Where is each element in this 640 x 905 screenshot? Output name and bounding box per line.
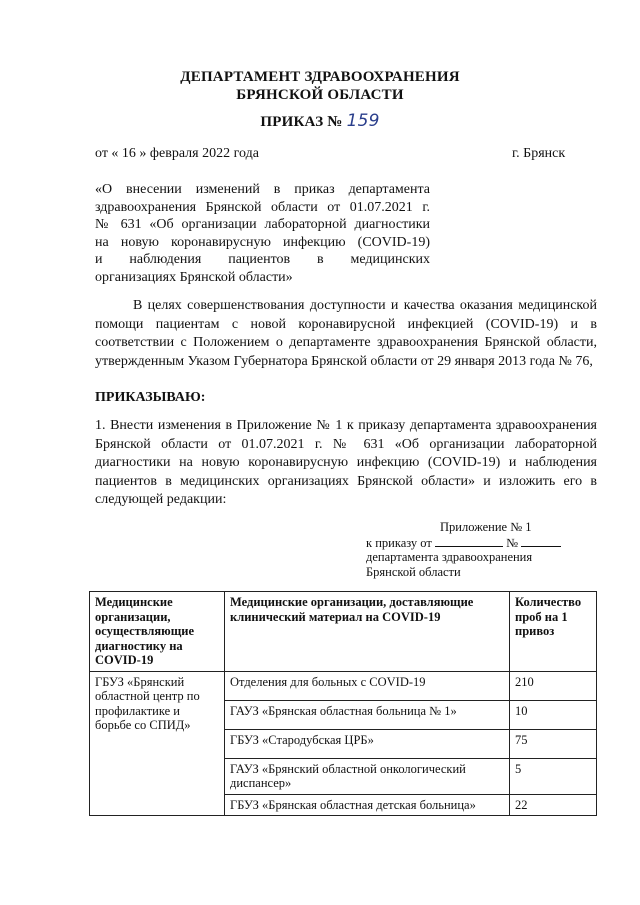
sample-count-cell: 10 bbox=[510, 700, 597, 729]
subject-line: здравоохранения Брянской области от 01.07.2021 г. bbox=[95, 199, 430, 215]
date-blank-line bbox=[435, 535, 503, 547]
appendix-order-ref bbox=[366, 535, 561, 551]
order-number-handwritten: 159 bbox=[346, 111, 380, 131]
order-label: ПРИКАЗ № bbox=[260, 114, 343, 130]
table-row bbox=[90, 671, 597, 700]
delivering-org-cell: Отделения для больных с COVID-19 bbox=[225, 671, 510, 700]
header-delivering-org: Медицинские организации, доставляющие клинический материал на COVID-19 bbox=[225, 592, 510, 672]
subject-line: организациях Брянской области» bbox=[95, 269, 293, 285]
appendix-ref-prefix: к приказу от bbox=[366, 536, 432, 550]
subject-line: № 631 «Об организации лабораторной диагностики bbox=[95, 217, 430, 232]
number-blank-line bbox=[521, 535, 561, 547]
delivering-org-cell: ГАУЗ «Брянский областной онкологический диспансер» bbox=[225, 758, 510, 794]
appendix-ref-number: № bbox=[506, 536, 519, 550]
order-word: ПРИКАЗЫВАЮ: bbox=[95, 390, 206, 405]
sample-count-cell: 22 bbox=[510, 794, 597, 816]
subject-line: на новую коронавирусную инфекцию (COVID-19) bbox=[95, 234, 430, 250]
header-sample-count: Количество проб на 1 привоз bbox=[510, 592, 597, 672]
sample-count-cell: 5 bbox=[510, 758, 597, 794]
delivering-org-cell: ГБУЗ «Брянская областная детская больница» bbox=[225, 794, 510, 816]
delivering-org-cell: ГАУЗ «Брянская областная больница № 1» bbox=[225, 700, 510, 729]
appendix-region: Брянской области bbox=[366, 565, 461, 579]
sample-count-cell: 210 bbox=[510, 671, 597, 700]
department-title: ДЕПАРТАМЕНТ ЗДРАВООХРАНЕНИЯ bbox=[180, 69, 460, 85]
order-subject bbox=[95, 181, 430, 286]
order-city: г. Брянск bbox=[512, 146, 566, 161]
lab-org-cell: ГБУЗ «Брянский областной центр по профилактике и борьбе со СПИД» bbox=[90, 671, 225, 816]
order-date: от « 16 » февраля 2022 года bbox=[95, 146, 259, 161]
distribution-table bbox=[89, 591, 597, 816]
appendix-title: Приложение № 1 bbox=[440, 520, 532, 534]
subject-line: «О внесении изменений в приказ департамента bbox=[95, 182, 430, 197]
delivering-org-cell: ГБУЗ «Стародубская ЦРБ» bbox=[225, 729, 510, 758]
table-header-row bbox=[90, 592, 597, 672]
subject-line: и наблюдения пациентов в медицинских bbox=[95, 252, 430, 267]
header-lab-org: Медицинские организации, осуществляющие диагностику на COVID-19 bbox=[90, 592, 225, 672]
sample-count-cell: 75 bbox=[510, 729, 597, 758]
order-title bbox=[0, 112, 640, 131]
item-1-paragraph: 1. Внести изменения в Приложение № 1 к приказу департамента здравоохранения Брянской области от 01.07.2021 г. № 631 «Об организации лабораторной диагностики на новую коронавирусную инфекцию (COVID-19) и наблюдения пациентов в медицинских организациях Брянской области» и изложить его в следующей редакции: bbox=[95, 418, 597, 507]
preamble-paragraph: В целях совершенствования доступности и качества оказания медицинской помощи пациентам с новой коронавирусной инфекцией (COVID-19) и в соответствии с Положением о департаменте здравоохранения Брянской области, утвержденным Указом Губернатора Брянской области от 29 января 2013 года № 76, bbox=[95, 298, 597, 369]
region-title: БРЯНСКОЙ ОБЛАСТИ bbox=[236, 87, 404, 103]
appendix-department: департамента здравоохранения bbox=[366, 550, 533, 564]
